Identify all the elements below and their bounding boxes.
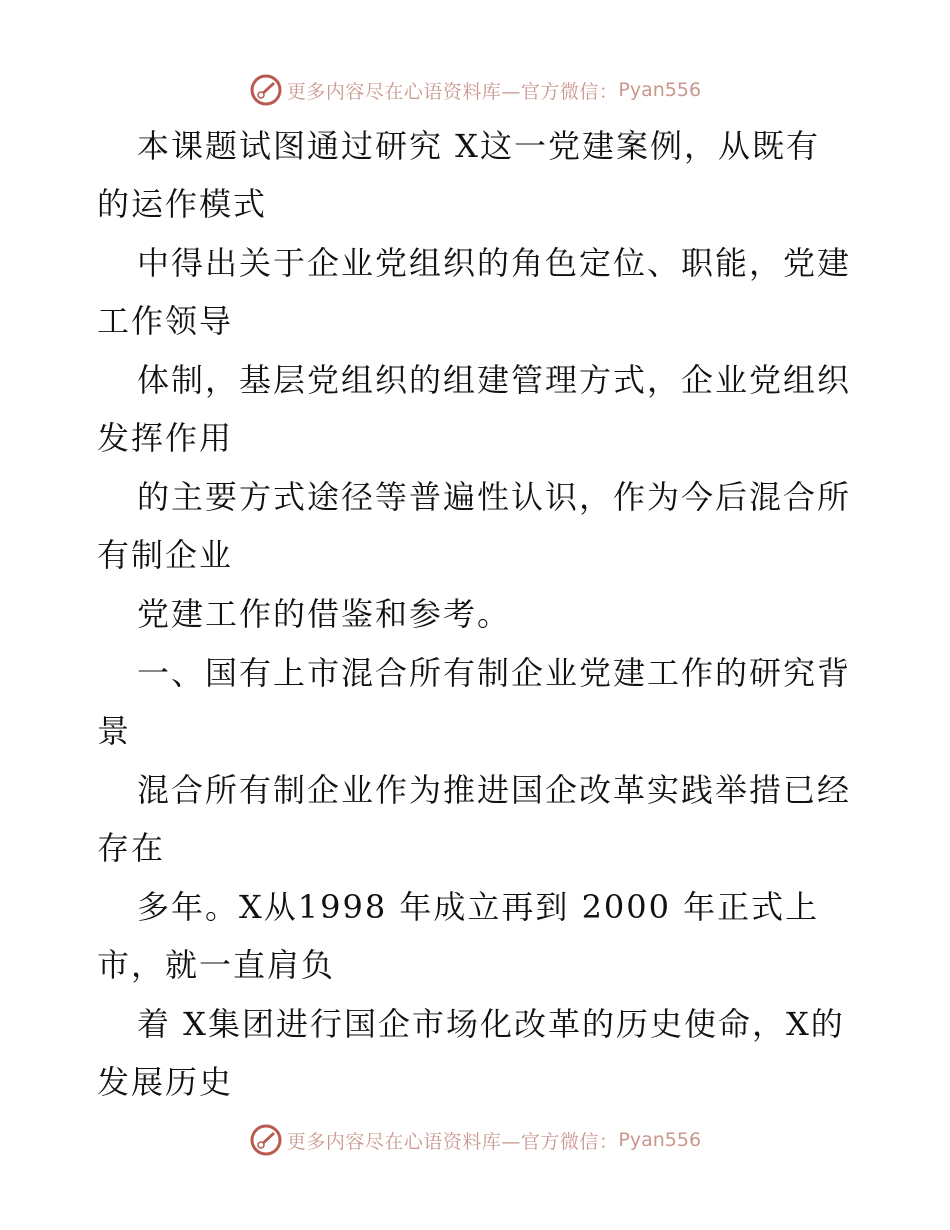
header-watermark — [0, 70, 950, 110]
footer-watermark — [0, 1120, 950, 1160]
paragraph-line: 着 X集团进行国企市场化改革的历史使命，X的 — [137, 1005, 845, 1043]
paragraph-line: 有制企业 — [97, 536, 234, 574]
paragraph-line: 混合所有制企业作为推进国企改革实践举措已经 — [137, 771, 852, 809]
paragraph-line: 市，就一直肩负 — [97, 946, 336, 984]
watermark-brand: Pyan556 — [618, 79, 702, 101]
watermark-text: 更多内容尽在心语资料库—官方微信： — [286, 1130, 619, 1153]
paragraph-line: 本课题试图通过研究 X这一党建案例，从既有 — [137, 127, 820, 165]
paragraph-line: 的主要方式途径等普遍性认识，作为今后混合所 — [137, 478, 852, 516]
paragraph-line: 发挥作用 — [97, 419, 234, 457]
paragraph-line: 存在 — [97, 829, 166, 867]
paragraph-line: 的运作模式 — [97, 185, 268, 223]
paragraph-line: 党建工作的借鉴和参考。 — [137, 595, 512, 633]
paragraph-line: 中得出关于企业党组织的角色定位、职能，党建 — [137, 244, 852, 282]
section-heading: 一、国有上市混合所有制企业党建工作的研究背 — [137, 654, 852, 692]
section-heading-continued: 景 — [97, 712, 132, 750]
watermark-text: 更多内容尽在心语资料库—官方微信： — [286, 80, 619, 103]
logo-icon — [249, 73, 283, 107]
paragraph-line: 工作领导 — [97, 302, 234, 340]
paragraph-line: 多年。X从1998 年成立再到 2000 年正式上 — [137, 888, 820, 926]
paragraph-line: 体制，基层党组织的组建管理方式，企业党组织 — [137, 361, 852, 399]
logo-icon — [249, 1123, 283, 1157]
paragraph-line: 发展历史 — [97, 1063, 234, 1101]
watermark-brand: Pyan556 — [618, 1129, 702, 1151]
